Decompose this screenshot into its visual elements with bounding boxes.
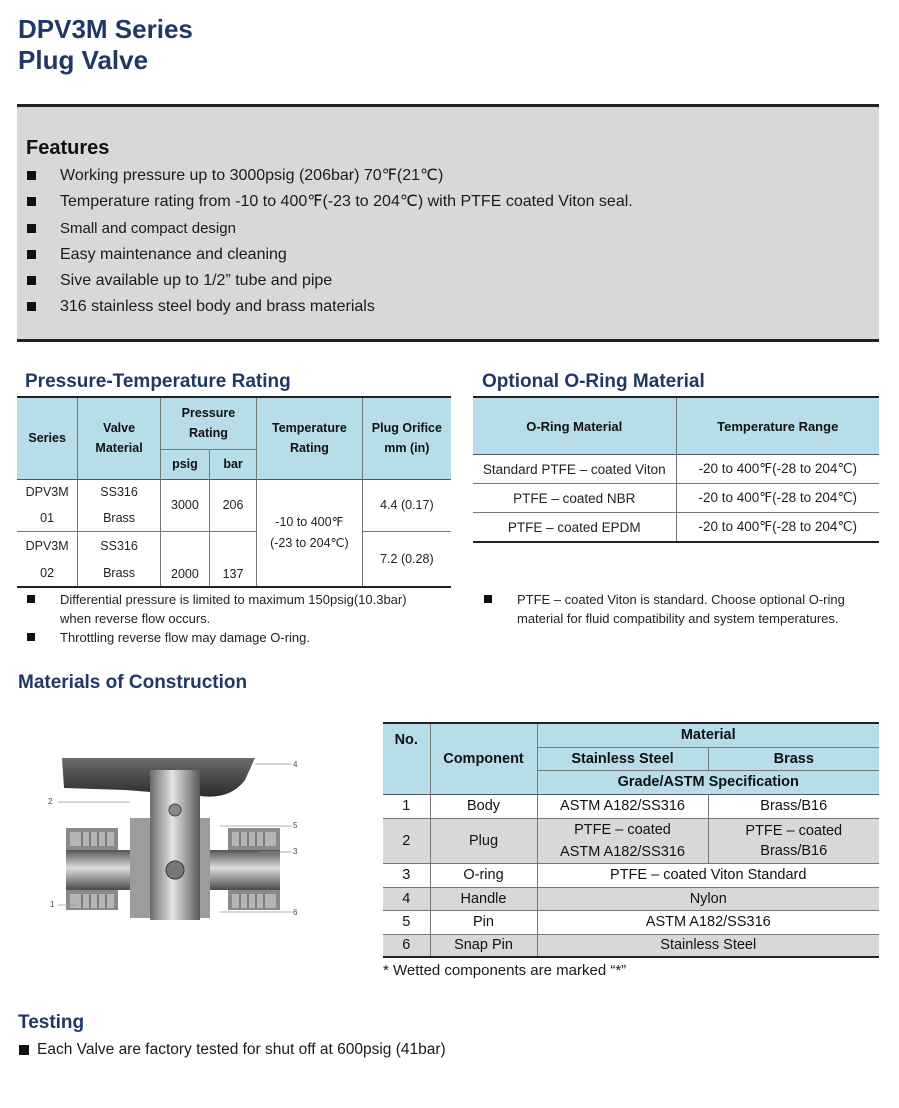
pt-rating-table <box>17 396 451 588</box>
note-item: Differential pressure is limited to maximum 150psig(10.3bar) when reverse flow occurs. <box>25 590 455 628</box>
valve-diagram <box>30 740 320 930</box>
feature-item: 316 stainless steel body and brass materials <box>25 294 633 320</box>
page-title <box>18 14 193 76</box>
diagram-label: 3 <box>293 847 298 856</box>
materials-table <box>383 722 879 958</box>
table-row: 4 Handle Nylon <box>383 887 879 910</box>
table-row: PTFE – coated EPDM -20 to 400℉(-28 to 204℃) <box>473 513 879 543</box>
table-row: DPV3M SS316 2000 137 7.2 (0.28) <box>17 531 451 560</box>
testing-item: Each Valve are factory tested for shut off at 600psig (41bar) <box>18 1041 446 1059</box>
body-part <box>130 770 210 920</box>
temperature-cell: -10 to 400℉ (-23 to 204℃) <box>257 479 363 587</box>
table-row: 3 O-ring PTFE – coated Viton Standard <box>383 863 879 887</box>
table-row: 5 Pin ASTM A182/SS316 <box>383 910 879 934</box>
features-heading: Features <box>26 137 110 159</box>
bullet-icon <box>27 197 36 206</box>
col-series: Series <box>17 397 78 479</box>
bullet-icon <box>27 595 35 603</box>
oring-heading: Optional O-Ring Material <box>482 371 705 392</box>
oring-note: PTFE – coated Viton is standard. Choose optional O-ring material for fluid compatibility and system temperatures. <box>482 590 882 628</box>
col-grade: Grade/ASTM Specification <box>537 770 879 794</box>
feature-item: Temperature rating from -10 to 400℉(-23 to 204℃) with PTFE coated Viton seal. <box>25 189 633 215</box>
bullet-icon <box>27 276 36 285</box>
diagram-label: 4 <box>293 760 298 769</box>
pt-notes <box>25 590 455 647</box>
col-brass: Brass <box>708 747 879 770</box>
features-panel <box>17 104 879 342</box>
feature-item: Small and compact design <box>25 216 633 242</box>
product-title: Plug Valve <box>18 45 149 75</box>
bullet-icon <box>484 595 492 603</box>
col-stainless: Stainless Steel <box>537 747 708 770</box>
col-pressure: Pressure Rating <box>160 397 256 449</box>
table-row: 01 Brass <box>17 505 451 531</box>
table-row: 6 Snap Pin Stainless Steel <box>383 934 879 957</box>
oring-table <box>473 396 879 543</box>
series-title: DPV3M Series <box>18 14 193 44</box>
bullet-icon <box>27 633 35 641</box>
diagram-label: 2 <box>48 797 53 806</box>
col-temp-range: Temperature Range <box>676 397 879 455</box>
col-orifice: Plug Orifice mm (in) <box>362 397 451 479</box>
bullet-icon <box>19 1045 29 1055</box>
table-row: PTFE – coated NBR -20 to 400℉(-28 to 204℃) <box>473 484 879 513</box>
col-temperature: Temperature Rating <box>257 397 363 479</box>
diagram-label: 1 <box>50 900 55 909</box>
col-no: No. <box>383 723 430 794</box>
materials-heading: Materials of Construction <box>18 672 248 693</box>
features-list <box>25 163 633 321</box>
table-row: 2 Plug PTFE – coated ASTM A182/SS316 PTFE – coated Brass/B16 <box>383 818 879 863</box>
col-material: Material <box>537 723 879 747</box>
col-valve-material: Valve Material <box>78 397 161 479</box>
wetted-footnote: * Wetted components are marked “*” <box>383 962 627 979</box>
col-bar: bar <box>210 449 257 479</box>
table-row: 1 Body ASTM A182/SS316 Brass/B16 <box>383 794 879 818</box>
diagram-label: 5 <box>293 821 298 830</box>
col-component: Component <box>430 723 537 794</box>
feature-item: Sive available up to 1/2” tube and pipe <box>25 268 633 294</box>
table-row: DPV3M SS316 3000 206 -10 to 400℉ (-23 to 204℃) 4.4 (0.17) <box>17 479 451 505</box>
col-psig: psig <box>160 449 209 479</box>
diagram-label: 6 <box>293 908 298 917</box>
bullet-icon <box>27 224 36 233</box>
feature-item: Easy maintenance and cleaning <box>25 242 633 268</box>
table-row: Standard PTFE – coated Viton -20 to 400℉(-28 to 204℃) <box>473 455 879 484</box>
bullet-icon <box>27 171 36 180</box>
bullet-icon <box>27 250 36 259</box>
bullet-icon <box>27 302 36 311</box>
col-oring-material: O-Ring Material <box>473 397 676 455</box>
pt-rating-heading: Pressure-Temperature Rating <box>25 371 291 392</box>
feature-item: Working pressure up to 3000psig (206bar) 70℉(21℃) <box>25 163 633 189</box>
table-row: 02 Brass <box>17 560 451 587</box>
note-item: Throttling reverse flow may damage O-ring. <box>25 628 455 647</box>
testing-heading: Testing <box>18 1012 85 1033</box>
